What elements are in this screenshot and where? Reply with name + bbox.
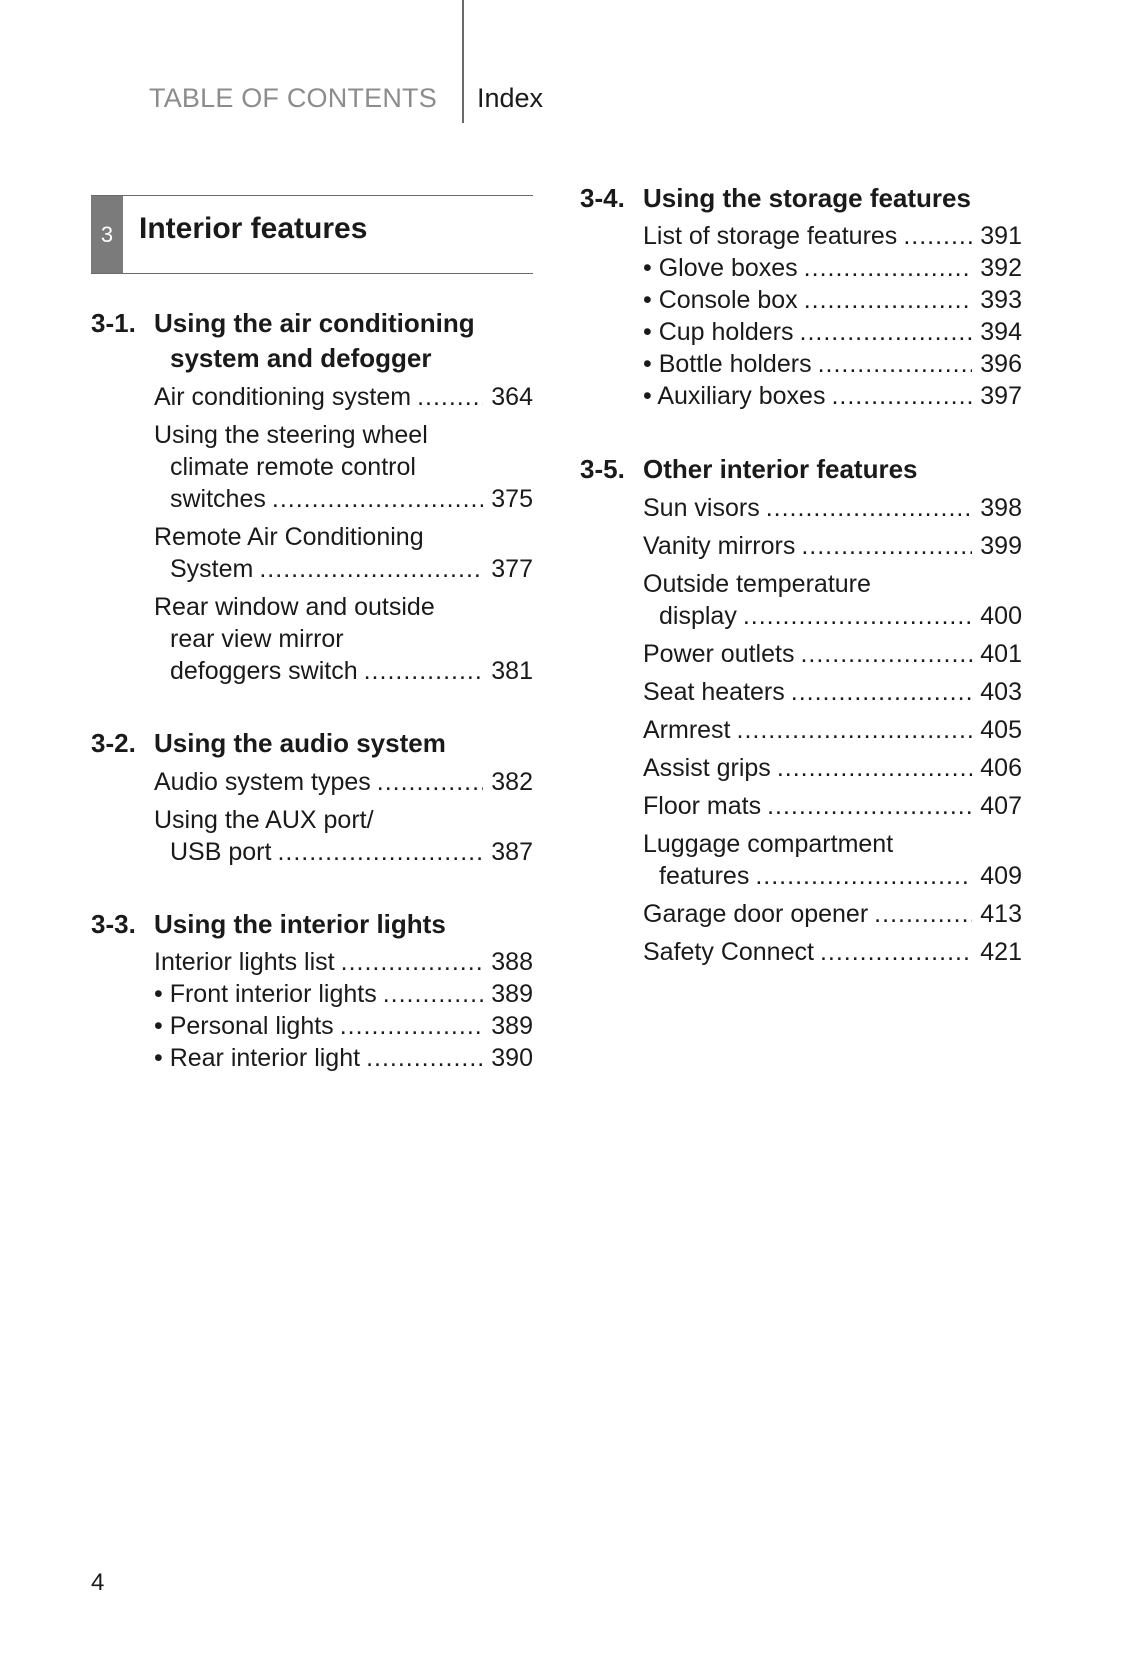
toc-entry[interactable] (154, 521, 533, 585)
toc-entry[interactable] (154, 591, 533, 687)
dot-leader (383, 978, 483, 1010)
entry-label: System (170, 555, 254, 583)
section-heading[interactable] (580, 452, 1022, 487)
section-3-1 (91, 306, 533, 687)
chapter-header (91, 195, 533, 274)
dot-leader (804, 284, 972, 316)
section-title-continued: system and defogger (170, 343, 432, 373)
entry-page: 364 (491, 383, 533, 411)
dot-leader (767, 790, 972, 822)
chapter-number-tab: 3 (91, 196, 123, 273)
section-title: Other interior features (643, 454, 918, 484)
toc-entry[interactable] (643, 936, 1022, 968)
entry-page: 406 (980, 754, 1022, 782)
toc-entry[interactable] (643, 714, 1022, 746)
entry-page: 382 (491, 768, 533, 796)
toc-entry[interactable] (643, 898, 1022, 930)
entry-page: 392 (980, 254, 1022, 282)
toc-entry[interactable] (643, 348, 1022, 380)
section-number: 3-4. (580, 183, 625, 213)
entry-page: 389 (491, 980, 533, 1008)
section-heading[interactable] (580, 181, 1022, 216)
dot-leader (800, 638, 972, 670)
entry-label: Floor mats (643, 792, 762, 820)
section-3-3 (91, 907, 533, 1074)
entry-label: Sun visors (643, 494, 760, 522)
dot-leader (377, 766, 483, 798)
entry-label: Garage door opener (643, 900, 869, 928)
toc-entry[interactable] (154, 381, 533, 413)
entry-label: Assist grips (643, 754, 771, 782)
entry-label-line: Outside temperature (643, 570, 871, 598)
entry-label: • Glove boxes (643, 254, 798, 282)
dot-leader (766, 492, 972, 524)
entry-label: Safety Connect (643, 938, 814, 966)
entry-label: display (659, 602, 737, 630)
entry-page: 401 (980, 640, 1022, 668)
section-heading[interactable] (91, 306, 533, 376)
dot-leader (366, 1042, 483, 1074)
entry-page: 394 (980, 318, 1022, 346)
header-divider (462, 0, 464, 123)
toc-entry[interactable] (643, 790, 1022, 822)
entry-label: features (659, 862, 750, 890)
dot-leader (818, 348, 972, 380)
toc-entry[interactable] (154, 419, 533, 515)
entry-page: 375 (491, 485, 533, 513)
dot-leader (340, 1010, 483, 1042)
dot-leader (277, 836, 483, 868)
entry-page: 403 (980, 678, 1022, 706)
entry-page: 405 (980, 716, 1022, 744)
entry-page: 377 (491, 555, 533, 583)
toc-entry[interactable] (154, 804, 533, 868)
entry-label: defoggers switch (170, 657, 358, 685)
entry-page: 391 (980, 222, 1022, 250)
entry-page: 389 (491, 1012, 533, 1040)
entry-label-line: Luggage compartment (643, 830, 894, 858)
index-link[interactable]: Index (477, 83, 544, 113)
section-number: 3-5. (580, 454, 625, 484)
toc-entry[interactable] (643, 828, 1022, 892)
dot-leader (801, 530, 972, 562)
entry-label: Audio system types (154, 768, 371, 796)
entry-label: • Front interior lights (154, 980, 377, 1008)
section-number: 3-2. (91, 728, 136, 758)
dot-leader (874, 898, 972, 930)
entry-label: Interior lights list (154, 948, 335, 976)
entry-page: 388 (491, 948, 533, 976)
toc-entry[interactable] (643, 638, 1022, 670)
entry-label: • Rear interior light (154, 1044, 361, 1072)
toc-entry[interactable] (643, 380, 1022, 412)
entry-label: Armrest (643, 716, 731, 744)
entry-page: 387 (491, 838, 533, 866)
dot-leader (820, 936, 972, 968)
entry-page: 396 (980, 350, 1022, 378)
section-number: 3-3. (91, 909, 136, 939)
dot-leader (831, 380, 972, 412)
section-3-5 (580, 452, 1022, 968)
page-number: 4 (91, 1569, 105, 1596)
toc-entry[interactable] (643, 252, 1022, 284)
entry-page: 421 (980, 938, 1022, 966)
section-title: Using the interior lights (154, 909, 446, 939)
toc-entry[interactable] (154, 1042, 533, 1074)
entry-label: • Personal lights (154, 1012, 334, 1040)
toc-entry[interactable] (643, 676, 1022, 708)
dot-leader (755, 860, 972, 892)
entry-label: Seat heaters (643, 678, 785, 706)
entry-page: 413 (980, 900, 1022, 928)
entry-label-line: Rear window and outside (154, 593, 435, 621)
entry-page: 399 (980, 532, 1022, 560)
toc-entry[interactable] (154, 766, 533, 798)
entry-label: • Cup holders (643, 318, 794, 346)
entry-label: Power outlets (643, 640, 795, 668)
toc-entry[interactable] (643, 530, 1022, 562)
entry-label: USB port (170, 838, 272, 866)
entry-label: Air conditioning system (154, 383, 412, 411)
section-heading[interactable] (91, 907, 533, 942)
entry-label: switches (170, 485, 266, 513)
entry-page: 390 (491, 1044, 533, 1072)
entry-page: 397 (980, 382, 1022, 410)
dot-leader (743, 600, 972, 632)
dot-leader (259, 553, 483, 585)
entry-label-line: Remote Air Conditioning (154, 523, 424, 551)
chapter-title: Interior features (139, 212, 368, 245)
dot-leader (800, 316, 972, 348)
section-title: Using the storage features (643, 183, 971, 213)
dot-leader (903, 220, 972, 252)
entry-label-line: rear view mirror (170, 625, 344, 653)
entry-label: List of storage features (643, 222, 898, 250)
toc-entry[interactable] (643, 284, 1022, 316)
toc-entry[interactable] (154, 978, 533, 1010)
toc-entry[interactable] (643, 752, 1022, 784)
section-number: 3-1. (91, 308, 136, 338)
entry-page: 400 (980, 602, 1022, 630)
toc-entry[interactable] (643, 492, 1022, 524)
dot-leader (791, 676, 972, 708)
dot-leader (364, 655, 483, 687)
toc-entry[interactable] (643, 568, 1022, 632)
toc-entry[interactable] (154, 1010, 533, 1042)
entry-page: 381 (491, 657, 533, 685)
entry-page: 407 (980, 792, 1022, 820)
entry-label: • Bottle holders (643, 350, 812, 378)
dot-leader (804, 252, 972, 284)
entry-page: 398 (980, 494, 1022, 522)
toc-entry[interactable] (154, 946, 533, 978)
toc-entry[interactable] (643, 316, 1022, 348)
entry-label: • Console box (643, 286, 798, 314)
entry-label-line: Using the steering wheel (154, 421, 428, 449)
entry-page: 409 (980, 862, 1022, 890)
section-heading[interactable] (91, 726, 533, 761)
entry-label-line: climate remote control (170, 453, 416, 481)
dot-leader (417, 381, 483, 413)
dot-leader (777, 752, 972, 784)
dot-leader (341, 946, 483, 978)
dot-leader (737, 714, 973, 746)
section-title: Using the audio system (154, 728, 446, 758)
section-3-4 (580, 181, 1022, 412)
table-of-contents-link[interactable]: TABLE OF CONTENTS (149, 83, 437, 113)
dot-leader (272, 483, 483, 515)
entry-label-line: Using the AUX port/ (154, 806, 374, 834)
toc-entry[interactable] (643, 220, 1022, 252)
entry-page: 393 (980, 286, 1022, 314)
section-3-2 (91, 726, 533, 868)
entry-label: • Auxiliary boxes (643, 382, 826, 410)
entry-label: Vanity mirrors (643, 532, 796, 560)
section-title: Using the air conditioning (154, 308, 475, 338)
